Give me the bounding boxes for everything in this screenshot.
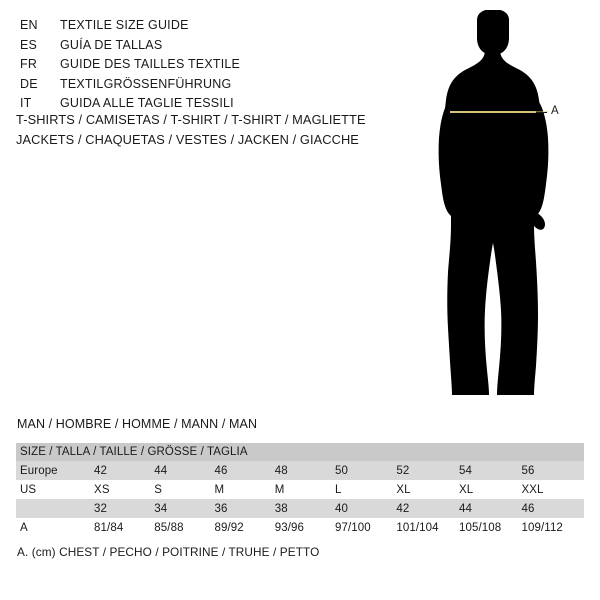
measure-leader-line (536, 112, 547, 113)
category-tshirts: T-SHIRTS / CAMISETAS / T-SHIRT / T-SHIRT / MAGLIETTE (16, 112, 366, 127)
language-code: DE (20, 76, 38, 91)
table-row (16, 518, 584, 537)
table-row (16, 461, 584, 480)
cell: M (275, 480, 335, 499)
table-row (16, 480, 584, 499)
cell: 97/100 (335, 518, 396, 537)
cell: XS (94, 480, 154, 499)
measurement-footnote: A. (cm) CHEST / PECHO / POITRINE / TRUHE / PETTO (17, 545, 320, 559)
table-row (16, 499, 584, 518)
cell: L (335, 480, 396, 499)
language-text: GUIDE DES TAILLES TEXTILE (60, 57, 241, 71)
table-header-label: SIZE / TALLA / TAILLE / GRÖSSE / TAGLIA (16, 443, 584, 461)
language-list (20, 16, 360, 114)
language-text: TEXTILGRÖSSENFÜHRUNG (60, 76, 232, 91)
cell: XXL (522, 480, 584, 499)
cell: 93/96 (275, 518, 335, 537)
cell: S (154, 480, 214, 499)
cell: 56 (522, 461, 584, 480)
cell: XL (459, 480, 522, 499)
cell: 46 (522, 499, 584, 518)
language-text: GUÍA DE TALLAS (60, 37, 163, 52)
cell: 38 (275, 499, 335, 518)
row-label: US (16, 480, 94, 499)
cell: 42 (94, 461, 154, 480)
category-list (16, 110, 416, 150)
cell: 32 (94, 499, 154, 518)
cell: 50 (335, 461, 396, 480)
measure-label-a: A (551, 105, 559, 117)
language-code: ES (20, 37, 38, 52)
cell: 48 (275, 461, 335, 480)
cell: 85/88 (154, 518, 214, 537)
cell: 109/112 (522, 518, 584, 537)
language-row (20, 16, 360, 36)
row-label: Europe (16, 461, 94, 480)
cell: M (215, 480, 275, 499)
language-row (20, 55, 360, 75)
table-header-row (16, 443, 584, 461)
cell: 105/108 (459, 518, 522, 537)
language-text: TEXTILE SIZE GUIDE (60, 18, 189, 32)
cell: 34 (154, 499, 214, 518)
size-table (16, 443, 584, 537)
cell: 54 (459, 461, 522, 480)
cell: 46 (215, 461, 275, 480)
gender-heading: MAN / HOMBRE / HOMME / MANN / MAN (17, 417, 258, 431)
cell: 42 (396, 499, 459, 518)
cell: 36 (215, 499, 275, 518)
cell: 44 (459, 499, 522, 518)
cell: 101/104 (396, 518, 459, 537)
cell: 81/84 (94, 518, 154, 537)
language-code: EN (20, 18, 38, 32)
language-code: FR (20, 57, 38, 71)
language-row (20, 36, 360, 56)
row-label: A (16, 518, 94, 537)
cell: 44 (154, 461, 214, 480)
language-code: IT (20, 96, 32, 110)
cell: XL (396, 480, 459, 499)
row-label (16, 499, 94, 518)
language-text: GUIDA ALLE TAGLIE TESSILI (60, 96, 234, 110)
cell: 52 (396, 461, 459, 480)
cell: 89/92 (215, 518, 275, 537)
language-row (20, 75, 360, 95)
cell: 40 (335, 499, 396, 518)
male-silhouette-figure (415, 10, 590, 400)
category-jackets: JACKETS / CHAQUETAS / VESTES / JACKEN / GIACCHE (16, 132, 359, 147)
